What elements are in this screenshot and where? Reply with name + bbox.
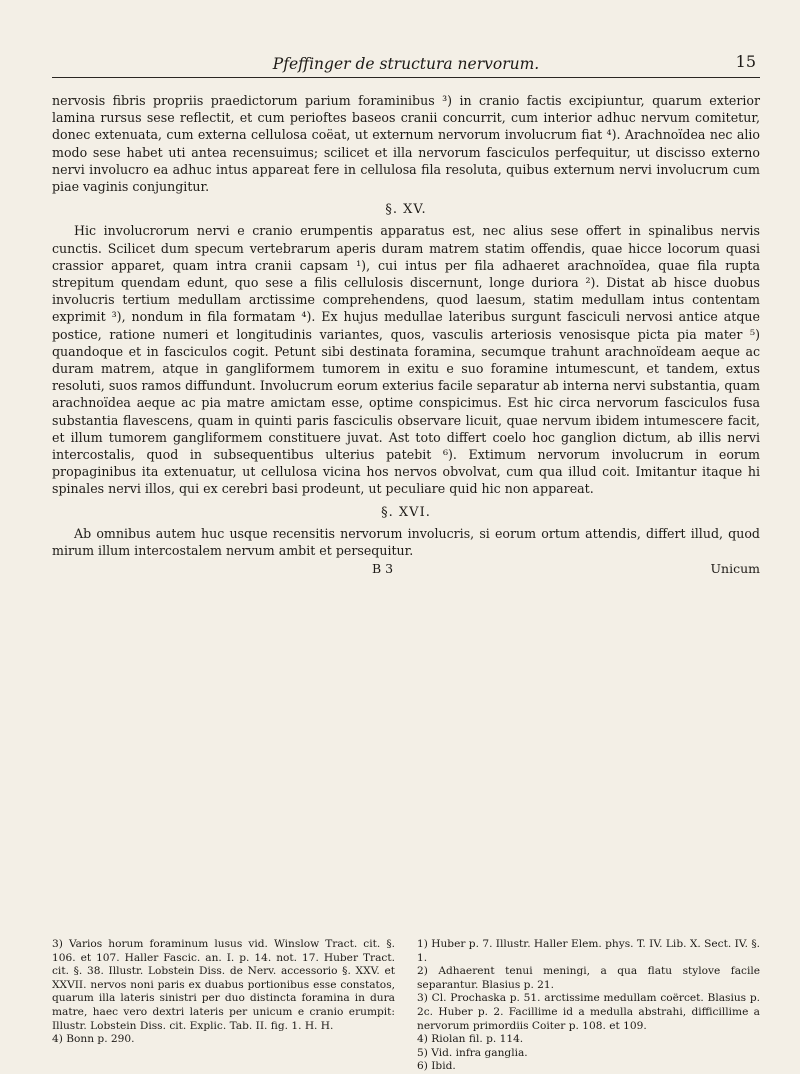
paragraph-continuation: nervosis fibris propriis praedictorum parium foraminibus ³) in cranio factis excipiuntur, quarum exterior lamina rursus sese reflectit, et cum perioftes baseos cranii concurrit, cum interior adhuc nervum comitetur, donec extenuata, cum externa cellulosa coëat, ut externum nervorum involucrum fiat ⁴). Arachnoïdea nec alio modo sese habet uti antea recensuimus; scilicet et illa nervorum fasciculos perfequitur, ut discisso externo nervi involucro ea adhuc intus appareat fere in cellulosa fila resoluta, quibus externum nervi involucrum cum piae vaginis conjungitur. xyxy=(52,93,760,195)
paragraph-section-xv: Hic involucrorum nervi e cranio erumpentis apparatus est, nec alius sese offert in spinalibus nervis cunctis. Scilicet dum specum vertebrarum aperis duram matrem statim offendis, quae hicce locorum quasi crassior apparet, quam intra cranii capsam ¹), cui intus per fila adhaeret arachnoïdea, quae fila rupta strepitum quendam edunt, quo sese a filis cellulosis discernunt, longe duriora ²). Distat ab hisce duobus involucris tertium medullam arctissime comprehendens, quod laesum, statim medullam intus contentam exprimit ³), nondum in fila formatam ⁴). Ex hujus medullae lateribus surgunt fasciculi nervosi antice atque postice, ratione numeri et longitudinis variantes, quos, vasculis arteriosis venosisque picta pia mater ⁵) quandoque et in fasciculos cogit. Petunt sibi destinata foramina, secumque trahunt arachnoïdeam aeque ac duram matrem, atque in gangliformem tumorem in exitu e suo foramine intumescunt, et tandem, extus resoluti, suos ramos diffundunt. Involucrum eorum exterius facile separatur ab interna nervi substantia, quam arachnoïdea aeque ac pia matre amictam esse, optime conspicimus. Est hic circa nervorum fasciculos fusa substantia flavescens, quam in quinti paris fasciculis observare licuit, quae nervum ibidem intumescere facit, et illum tumorem gangliformem constituere juvat. Ast toto differt coelo hoc ganglion dictum, ab illis nervi intercostalis, quod in subsequentibus ulterius patebit ⁶). Extimum nervorum involucrum in eorum propaginibus ita extenuatur, ut cellulosa vicina hos nervos obvolvat, cum qua illud coit. Imitantur itaque hi spinales nervi illos, qui ex cerebri basi prodeunt, ut peculiare quid hic non appareat. xyxy=(52,223,760,497)
footnote: 4) Bonn p. 290. xyxy=(52,1033,135,1046)
footnote: 3) Cl. Prochaska p. 51. arctissime medullam coërcet. Blasius p. 2c. Huber p. 2. Facillime id a medulla abstrahi, difficillime a nervorum primordiis Coiter p. 108. et 109. xyxy=(417,992,760,1032)
catchword: Unicum xyxy=(710,561,760,577)
footnotes xyxy=(52,938,760,1074)
main-text xyxy=(52,92,760,577)
page-number: 15 xyxy=(735,52,756,71)
signature-mark: B 3 xyxy=(372,561,394,577)
footnote: 5) Vid. infra ganglia. xyxy=(417,1046,528,1059)
footnote: 3) Varios horum foraminum lusus vid. Winslow Tract. cit. §. 106. et 107. Haller Fascic. an. I. p. 14. not. 17. Huber Tract. cit. §. 38. Illustr. Lobstein Diss. de Nerv. accessorio §. XXV. et XXVII. nervos noni paris ex duabus portionibus esse constatos, quarum illa lateris sinistri per duo distincta foramina in dura matre, haec vero dextri lateris per unicum e cranio erumpit: Illustr. Lobstein Diss. cit. Explic. Tab. II. fig. 1. H. H. xyxy=(52,938,395,1032)
signature-line xyxy=(52,560,760,577)
section-heading-xvi: §. XVI. xyxy=(381,504,431,520)
footnote: 1) Huber p. 7. Illustr. Haller Elem. phys. T. IV. Lib. X. Sect. IV. §. 1. xyxy=(417,938,760,964)
footnote: 6) Ibid. xyxy=(417,1060,456,1073)
footnote: 4) Riolan fil. p. 114. xyxy=(417,1033,524,1046)
footnotes-right-column xyxy=(417,938,760,1074)
footnotes-left-column xyxy=(52,938,395,1074)
running-head: Pfeffinger de structura nervorum. xyxy=(272,55,540,73)
paragraph-section-xvi: Ab omnibus autem huc usque recensitis nervorum involucris, si eorum ortum attendis, differt illud, quod mirum illum intercostalem nervum ambit et persequitur. xyxy=(52,525,760,559)
section-heading-xv: §. XV. xyxy=(385,202,427,218)
footnote: 2) Adhaerent tenui meningi, a qua flatu stylove facile separantur. Blasius p. 21. xyxy=(417,965,760,991)
page-header xyxy=(52,52,760,78)
